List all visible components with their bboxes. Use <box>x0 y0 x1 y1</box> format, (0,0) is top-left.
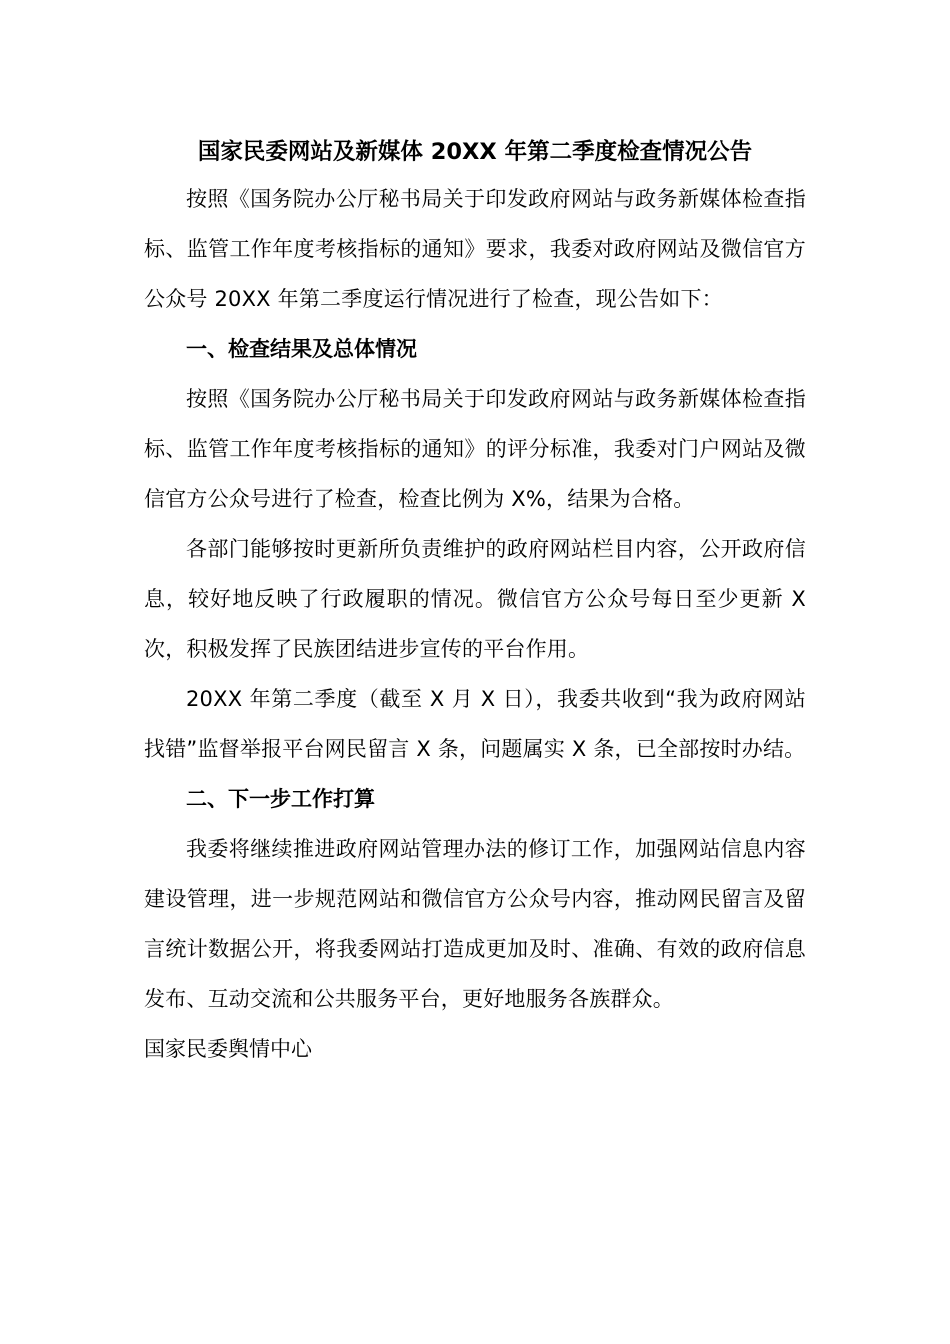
document-body <box>144 132 806 1074</box>
section1-paragraph: 按照《国务院办公厅秘书局关于印发政府网站与政务新媒体检查指标、监管工作年度考核指标的通知》的评分标准，我委对门户网站及微信官方公众号进行了检查，检查比例为 X%，结果为合格。 <box>144 387 806 511</box>
document-title: 国家民委网站及新媒体 20XX 年第二季度检查情况公告 <box>197 139 753 165</box>
signature: 国家民委舆情中心 <box>144 1037 312 1061</box>
section1-paragraph: 各部门能够按时更新所负责维护的政府网站栏目内容，公开政府信息，较好地反映了行政履职的情况。微信官方公众号每日至少更新 X 次，积极发挥了民族团结进步宣传的平台作用。 <box>144 537 806 661</box>
section-heading-2: 二、下一步工作打算 <box>186 787 375 811</box>
section2-paragraph: 我委将继续推进政府网站管理办法的修订工作，加强网站信息内容建设管理，进一步规范网站和微信官方公众号内容，推动网民留言及留言统计数据公开，将我委网站打造成更加及时、准确、有效的政府信息发布、互动交流和公共服务平台，更好地服务各族群众。 <box>144 837 806 1011</box>
section-heading-1: 一、检查结果及总体情况 <box>186 337 417 361</box>
intro-paragraph: 按照《国务院办公厅秘书局关于印发政府网站与政务新媒体检查指标、监管工作年度考核指标的通知》要求，我委对政府网站及微信官方公众号 20XX 年第二季度运行情况进行了检查，现公告如下： <box>144 187 806 311</box>
section1-paragraph: 20XX 年第二季度（截至 X 月 X 日），我委共收到“我为政府网站找错”监督举报平台网民留言 X 条，问题属实 X 条，已全部按时办结。 <box>144 687 806 761</box>
